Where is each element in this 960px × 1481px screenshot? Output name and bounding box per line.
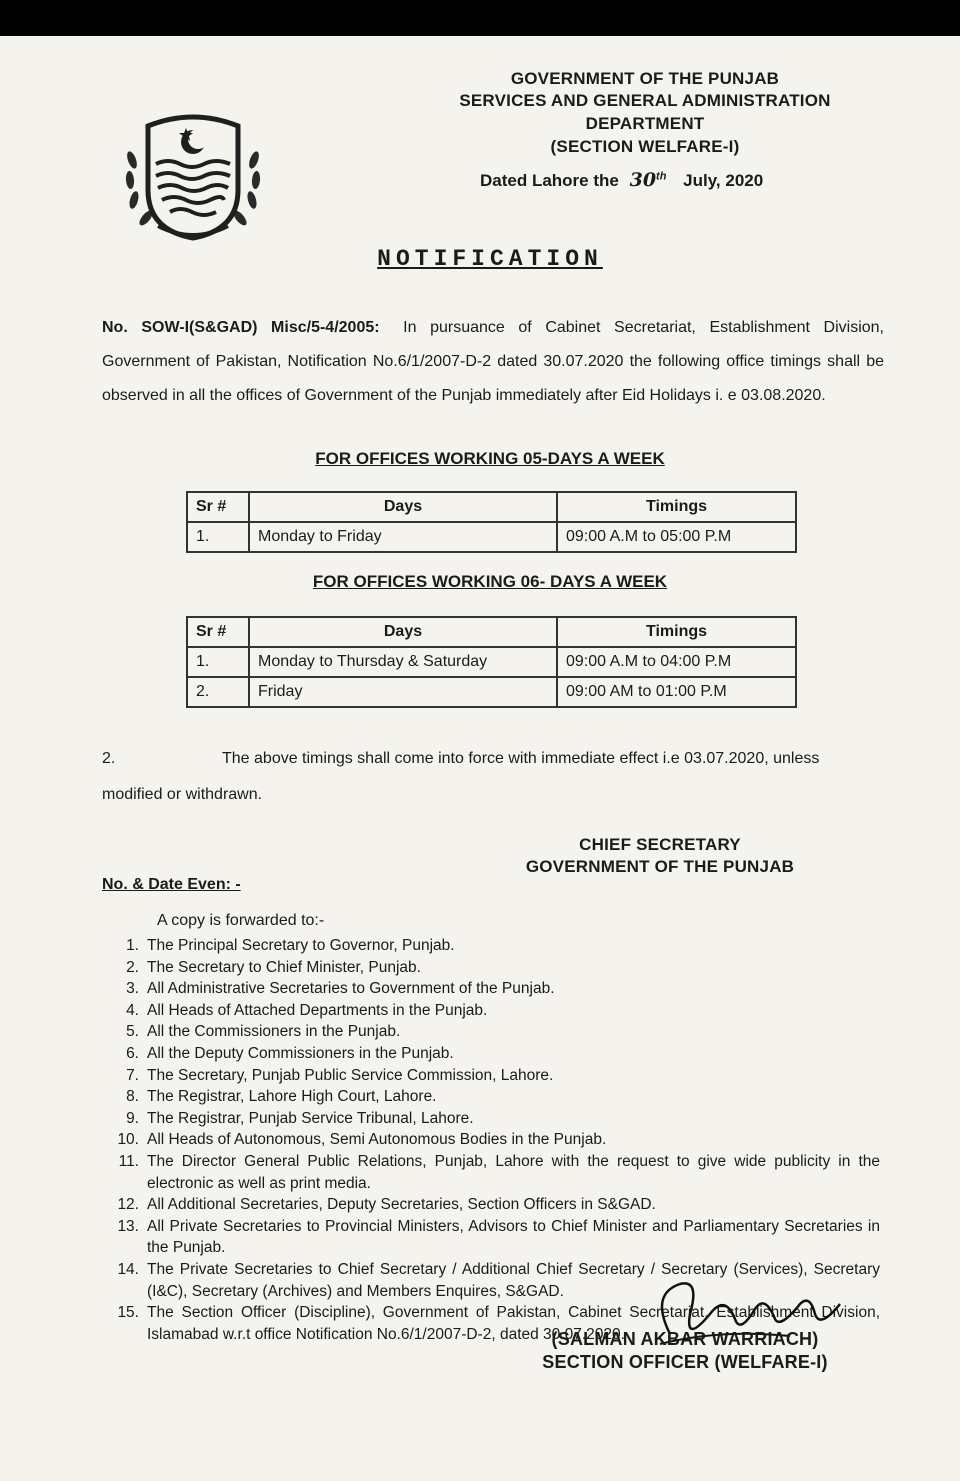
- intro-paragraph: [102, 311, 884, 413]
- cell-days: Friday: [249, 677, 557, 707]
- list-item: [105, 1129, 880, 1151]
- cell-sr: 1.: [187, 522, 249, 552]
- list-item-text: All Additional Secretaries, Deputy Secretaries, Section Officers in S&GAD.: [147, 1196, 656, 1214]
- list-item-number: 15.: [117, 1304, 139, 1322]
- chief-secretary-title: CHIEF SECRETARY: [579, 835, 741, 854]
- list-item: [105, 957, 880, 979]
- dated-sup: th: [656, 170, 667, 183]
- list-item: [105, 1216, 880, 1259]
- table-header-row: [187, 492, 796, 522]
- no-date-even-heading: No. & Date Even: -: [102, 876, 241, 893]
- top-black-bar: [0, 0, 960, 36]
- col-days: Days: [249, 492, 557, 522]
- table-row: [187, 647, 796, 677]
- list-item-number: 10.: [117, 1131, 139, 1149]
- list-item: [105, 1108, 880, 1130]
- header-section: (SECTION WELFARE-I): [550, 137, 740, 156]
- list-item-number: 4.: [126, 1001, 139, 1019]
- list-item: [105, 1021, 880, 1043]
- list-item-text: All Heads of Attached Departments in the Punjab.: [147, 1001, 488, 1019]
- list-item-text: The Registrar, Punjab Service Tribunal, Lahore.: [147, 1109, 474, 1127]
- officer-name: (SALMAN AKBAR WARRIACH): [551, 1329, 819, 1349]
- copy-forwarded-intro: A copy is forwarded to:-: [157, 912, 325, 929]
- header-government: GOVERNMENT OF THE PUNJAB: [510, 69, 780, 88]
- cell-sr: 2.: [187, 677, 249, 707]
- cell-days: Monday to Friday: [249, 522, 557, 552]
- dated-prefix: Dated Lahore the: [480, 171, 619, 190]
- cell-days: Monday to Thursday & Saturday: [249, 647, 557, 677]
- col-timings: Timings: [557, 617, 796, 647]
- list-item-text: The Section Officer (Discipline), Government of Pakistan, Cabinet Secretariat, Establishment Division, Islamabad w.r.t office Notification No.6/1/2007-D-2, dated 30.07.2020.: [147, 1304, 880, 1343]
- cell-timings: 09:00 AM to 01:00 P.M: [557, 677, 796, 707]
- notification-title: NOTIFICATION: [377, 246, 603, 272]
- list-item-number: 8.: [126, 1088, 139, 1106]
- chief-secretary-government: GOVERNMENT OF THE PUNJAB: [525, 857, 795, 876]
- list-item: [105, 978, 880, 1000]
- para2-number: 2.: [102, 750, 116, 767]
- list-item-text: All Private Secretaries to Provincial Ministers, Advisors to Chief Minister and Parliamentary Secretaries in the Punjab.: [147, 1217, 880, 1257]
- list-item-text: The Secretary, Punjab Public Service Commission, Lahore.: [147, 1066, 554, 1084]
- table-header-row: [187, 617, 796, 647]
- list-item-number: 5.: [126, 1023, 139, 1041]
- list-item: [105, 1065, 880, 1087]
- cell-sr: 1.: [187, 647, 249, 677]
- paragraph-2: [102, 750, 884, 768]
- list-item-number: 12.: [117, 1196, 139, 1214]
- punjab-government-emblem-icon: [118, 98, 268, 248]
- list-item-number: 7.: [126, 1066, 139, 1084]
- dated-day: 30: [629, 169, 657, 191]
- notification-page: [0, 36, 960, 1481]
- list-item-text: The Private Secretaries to Chief Secretary / Additional Chief Secretary / Secretary (Services), Secretary (I&C), Secretary (Archives) and Members Enquires, S&GAD.: [147, 1260, 880, 1300]
- list-item: [105, 1043, 880, 1065]
- list-item-text: All the Commissioners in the Punjab.: [147, 1023, 401, 1041]
- five-day-heading: FOR OFFICES WORKING 05-DAYS A WEEK: [315, 449, 665, 468]
- col-sr: Sr #: [187, 492, 249, 522]
- list-item-text: The Secretary to Chief Minister, Punjab.: [147, 958, 421, 976]
- para2-text: The above timings shall come into force with immediate effect i.e 03.07.2020, unless: [222, 750, 820, 767]
- five-day-table: [186, 491, 797, 553]
- table-row: [187, 522, 796, 552]
- list-item-text: The Registrar, Lahore High Court, Lahore.: [147, 1088, 437, 1106]
- list-item-number: 3.: [126, 980, 139, 998]
- list-item-number: 14.: [117, 1260, 139, 1278]
- col-days: Days: [249, 617, 557, 647]
- header-department: DEPARTMENT: [585, 114, 705, 133]
- list-item: [105, 1151, 880, 1194]
- cell-timings: 09:00 A.M to 04:00 P.M: [557, 647, 796, 677]
- col-timings: Timings: [557, 492, 796, 522]
- list-item: [105, 1086, 880, 1108]
- list-item-number: 13.: [117, 1217, 139, 1235]
- six-day-table: [186, 616, 797, 708]
- list-item-text: All Heads of Autonomous, Semi Autonomous Bodies in the Punjab.: [147, 1131, 607, 1149]
- col-sr: Sr #: [187, 617, 249, 647]
- list-item-number: 1.: [126, 937, 139, 954]
- officer-designation: SECTION OFFICER (WELFARE-I): [542, 1352, 828, 1372]
- list-item: [105, 1194, 880, 1216]
- dated-suffix: July, 2020: [683, 171, 764, 190]
- list-item-text: The Director General Public Relations, Punjab, Lahore with the request to give wide publicity in the electronic as well as print media.: [147, 1152, 880, 1192]
- list-item-text: All the Deputy Commissioners in the Punjab.: [147, 1044, 454, 1062]
- dated-line: [480, 169, 763, 191]
- list-item: [105, 1000, 880, 1022]
- list-item: [105, 935, 880, 957]
- para2-continuation: modified or withdrawn.: [102, 786, 263, 803]
- list-item-number: 6.: [126, 1044, 139, 1062]
- header-services: SERVICES AND GENERAL ADMINISTRATION: [459, 91, 831, 110]
- list-item-number: 9.: [126, 1109, 139, 1127]
- table-row: [187, 677, 796, 707]
- reference-number: No. SOW-I(S&GAD) Misc/5-4/2005:: [102, 319, 380, 336]
- six-day-heading: FOR OFFICES WORKING 06- DAYS A WEEK: [312, 572, 668, 591]
- list-item-number: 11.: [118, 1152, 139, 1170]
- list-item-text: All Administrative Secretaries to Government of the Punjab.: [147, 980, 555, 998]
- list-item-text: The Principal Secretary to Governor, Punjab.: [147, 937, 455, 954]
- list-item-number: 2.: [126, 958, 139, 976]
- cell-timings: 09:00 A.M to 05:00 P.M: [557, 522, 796, 552]
- intro-text: In pursuance of Cabinet Secretariat, Establishment Division, Government of Pakistan, Notification No.6/1/2007-D-2 dated 30.07.2020 the following office timings shall be observed in all the offices of Government of the Punjab immediately after Eid Holidays i. e 03.08.2020.: [102, 319, 884, 404]
